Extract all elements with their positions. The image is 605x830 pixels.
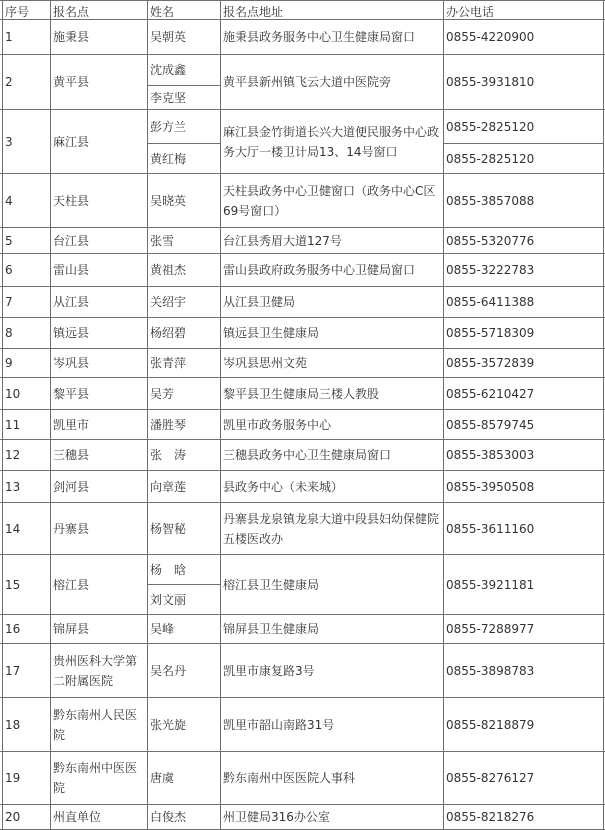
office-phone: 0855-3857088 bbox=[446, 193, 535, 208]
contact-name: 吴峰 bbox=[150, 622, 175, 636]
registration-site: 凯里市 bbox=[53, 417, 90, 432]
office-phone: 0855-3853003 bbox=[446, 448, 535, 462]
office-phone: 0855-8218276 bbox=[446, 810, 535, 824]
office-phone: 0855-5320776 bbox=[446, 233, 535, 248]
header-site: 报名点 bbox=[53, 5, 90, 19]
site-address: 凯里市康复路3号 bbox=[223, 663, 315, 678]
contact-name: 张雪 bbox=[150, 233, 175, 248]
site-address: 黔东南州中医医院人事科 bbox=[223, 771, 356, 785]
contact-name: 刘文丽 bbox=[150, 592, 187, 607]
registration-site: 施秉县 bbox=[53, 30, 90, 44]
row-number: 9 bbox=[5, 356, 13, 370]
registration-site: 州直单位 bbox=[53, 810, 102, 824]
row-number: 3 bbox=[5, 134, 13, 149]
registration-site: 剑河县 bbox=[53, 479, 90, 494]
contact-name: 彭方兰 bbox=[150, 119, 187, 134]
row-number: 10 bbox=[5, 386, 21, 401]
registration-site: 黔东南州中医医院 bbox=[53, 761, 138, 795]
contact-name: 吴朝英 bbox=[150, 30, 187, 44]
registration-site: 台江县 bbox=[53, 233, 90, 248]
contact-name: 张青萍 bbox=[150, 356, 187, 370]
registration-site: 麻江县 bbox=[53, 134, 90, 149]
header-address: 报名点地址 bbox=[223, 5, 284, 19]
site-address: 凯里市韶山南路31号 bbox=[223, 717, 335, 732]
registration-site: 贵州医科大学第二附属医院 bbox=[53, 653, 138, 688]
site-address: 麻江县金竹街道长兴大道便民服务中心政务大厅一楼卫计局13、14号窗口 bbox=[223, 124, 440, 159]
site-address: 榕江县卫生健康局 bbox=[223, 577, 320, 592]
office-phone: 0855-2825120 bbox=[446, 151, 535, 166]
registration-site: 从江县 bbox=[53, 295, 90, 309]
registration-site: 黄平县 bbox=[53, 75, 90, 89]
site-address: 县政务中心（未来城） bbox=[223, 479, 344, 494]
office-phone: 0855-3921181 bbox=[446, 577, 535, 592]
row-number: 14 bbox=[5, 521, 21, 536]
site-address: 三穗县政务中心卫生健康局窗口 bbox=[223, 448, 392, 462]
row-number: 1 bbox=[5, 30, 13, 44]
office-phone: 0855-8579745 bbox=[446, 417, 535, 432]
site-address: 镇远县卫生健康局 bbox=[223, 326, 320, 340]
registration-site: 三穗县 bbox=[53, 448, 90, 462]
site-address: 锦屏县卫生健康局 bbox=[223, 622, 320, 636]
office-phone: 0855-3931810 bbox=[446, 75, 535, 89]
header-name: 姓名 bbox=[150, 5, 175, 19]
row-number: 8 bbox=[5, 326, 13, 340]
row-number: 17 bbox=[5, 663, 21, 678]
row-number: 12 bbox=[5, 448, 21, 462]
site-address: 岑巩县思州文苑 bbox=[223, 356, 308, 370]
header-no: 序号 bbox=[5, 5, 30, 19]
site-address: 州卫健局316办公室 bbox=[223, 810, 330, 824]
office-phone: 0855-3222783 bbox=[446, 263, 535, 277]
row-number: 11 bbox=[5, 417, 21, 432]
site-address: 台江县秀眉大道127号 bbox=[223, 233, 342, 248]
grid-line bbox=[603, 0, 604, 829]
contact-name: 向章莲 bbox=[150, 479, 187, 494]
contact-name: 李克坚 bbox=[150, 90, 187, 105]
contact-name: 唐虞 bbox=[150, 771, 175, 785]
site-address: 雷山县政府政务服务中心卫健局窗口 bbox=[223, 263, 416, 277]
office-phone: 0855-3950508 bbox=[446, 479, 535, 494]
office-phone: 0855-3611160 bbox=[446, 521, 535, 536]
office-phone: 0855-8276127 bbox=[446, 771, 535, 785]
contact-name: 杨 晗 bbox=[150, 562, 187, 577]
registration-site: 榕江县 bbox=[53, 577, 90, 592]
office-phone: 0855-6411388 bbox=[446, 295, 535, 309]
contact-name: 吴名丹 bbox=[150, 663, 187, 678]
row-number: 13 bbox=[5, 479, 21, 494]
registration-site: 丹寨县 bbox=[53, 521, 90, 536]
contact-name: 张 涛 bbox=[150, 448, 187, 462]
site-address: 天柱县政务中心卫健窗口（政务中心C区69号窗口） bbox=[223, 183, 436, 218]
registration-site: 天柱县 bbox=[53, 193, 90, 208]
contact-name: 张光旋 bbox=[150, 717, 187, 732]
site-address: 黄平县新州镇飞云大道中医院旁 bbox=[223, 75, 392, 89]
contact-name: 沈成鑫 bbox=[150, 63, 187, 77]
registration-site: 黎平县 bbox=[53, 386, 90, 401]
contact-name: 吴芳 bbox=[150, 386, 175, 401]
row-number: 19 bbox=[5, 771, 21, 785]
office-phone: 0855-6210427 bbox=[446, 386, 535, 401]
contact-name: 杨智秘 bbox=[150, 521, 187, 536]
row-number: 4 bbox=[5, 193, 13, 208]
header-phone: 办公电话 bbox=[446, 5, 495, 19]
row-number: 15 bbox=[5, 577, 21, 592]
registration-site: 岑巩县 bbox=[53, 356, 90, 370]
contact-name: 白俊杰 bbox=[150, 810, 187, 824]
row-number: 16 bbox=[5, 622, 21, 636]
row-number: 6 bbox=[5, 263, 13, 277]
row-number: 20 bbox=[5, 810, 21, 824]
contact-name: 黄祖杰 bbox=[150, 263, 187, 277]
site-address: 施秉县政务服务中心卫生健康局窗口 bbox=[223, 30, 416, 44]
contact-name: 潘胜琴 bbox=[150, 417, 187, 432]
office-phone: 0855-8218879 bbox=[446, 717, 535, 732]
row-number: 5 bbox=[5, 233, 13, 248]
registration-site: 锦屏县 bbox=[53, 622, 90, 636]
row-number: 7 bbox=[5, 295, 13, 309]
row-number: 2 bbox=[5, 75, 13, 89]
registration-site: 黔东南州人民医院 bbox=[53, 707, 138, 742]
contact-name: 杨绍碧 bbox=[150, 326, 187, 340]
registration-site: 镇远县 bbox=[53, 326, 90, 340]
office-phone: 0855-2825120 bbox=[446, 119, 535, 134]
site-address: 凯里市政务服务中心 bbox=[223, 417, 332, 432]
contact-name: 关绍宇 bbox=[150, 295, 187, 309]
site-address: 从江县卫健局 bbox=[223, 295, 296, 309]
office-phone: 0855-7288977 bbox=[446, 622, 535, 636]
site-address: 丹寨县龙泉镇龙泉大道中段县妇幼保健院五楼医改办 bbox=[223, 511, 440, 546]
office-phone: 0855-5718309 bbox=[446, 326, 535, 340]
registration-site: 雷山县 bbox=[53, 263, 90, 277]
site-address: 黎平县卫生健康局三楼人教股 bbox=[223, 386, 380, 401]
office-phone: 0855-3898783 bbox=[446, 663, 535, 678]
row-number: 18 bbox=[5, 717, 21, 732]
office-phone: 0855-4220900 bbox=[446, 30, 535, 44]
contact-name: 黄红梅 bbox=[150, 151, 187, 166]
office-phone: 0855-3572839 bbox=[446, 356, 535, 370]
contact-name: 吴晓英 bbox=[150, 193, 187, 208]
